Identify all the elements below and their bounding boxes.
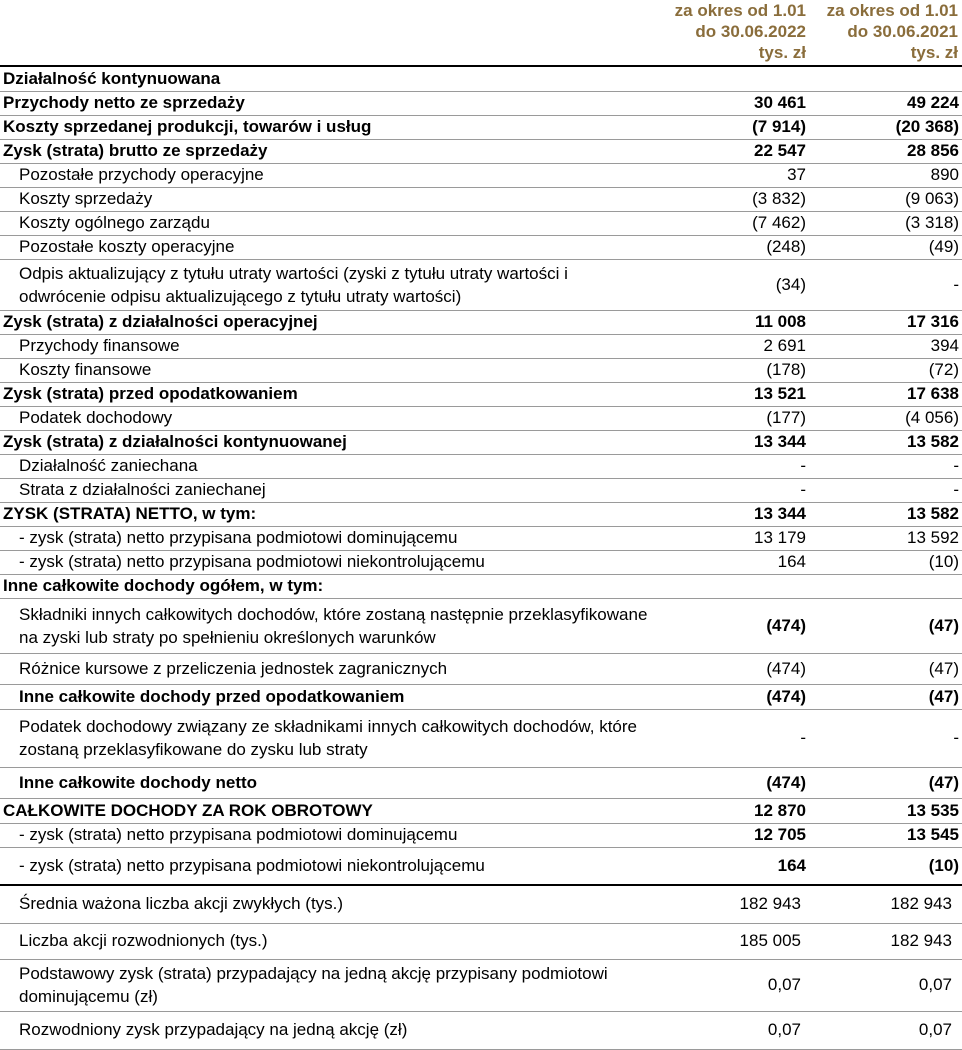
row-label: - zysk (strata) netto przypisana podmiotowi niekontrolującemu xyxy=(0,550,656,574)
value-2022: (7 914) xyxy=(656,115,809,139)
value-2022: 13 179 xyxy=(656,526,809,550)
table-row xyxy=(0,959,962,1011)
table-row xyxy=(0,598,962,653)
value-2022: (474) xyxy=(656,598,809,653)
value-2021: 0,07 xyxy=(809,1011,962,1049)
row-label: Inne całkowite dochody ogółem, w tym: xyxy=(0,574,656,598)
value-2021: (72) xyxy=(809,358,962,382)
row-label: Koszty ogólnego zarządu xyxy=(0,211,656,235)
table-row xyxy=(0,653,962,684)
value-2021: (4 056) xyxy=(809,406,962,430)
value-2022: 0,07 xyxy=(656,1011,809,1049)
period-end-date: do 30.06.2022 xyxy=(695,22,806,41)
value-2022: (178) xyxy=(656,358,809,382)
value-2021: (47) xyxy=(809,767,962,798)
value-2021: (10) xyxy=(809,847,962,885)
row-label: Pozostałe koszty operacyjne xyxy=(0,235,656,259)
row-label: Zysk (strata) brutto ze sprzedaży xyxy=(0,139,656,163)
value-2022: (474) xyxy=(656,653,809,684)
table-row xyxy=(0,91,962,115)
row-label: Przychody finansowe xyxy=(0,334,656,358)
value-2022 xyxy=(656,67,809,91)
table-row xyxy=(0,334,962,358)
value-2021: (49) xyxy=(809,235,962,259)
row-label: Koszty sprzedaży xyxy=(0,187,656,211)
table-row xyxy=(0,67,962,91)
row-label: Przychody netto ze sprzedaży xyxy=(0,91,656,115)
value-2021: (3 318) xyxy=(809,211,962,235)
value-2022: 30 461 xyxy=(656,91,809,115)
value-2022: 2 691 xyxy=(656,334,809,358)
table-row xyxy=(0,235,962,259)
unit-label: tys. zł xyxy=(758,43,806,62)
table-row xyxy=(0,847,962,885)
table-row xyxy=(0,115,962,139)
value-2022: 37 xyxy=(656,163,809,187)
row-label: Rozwodniony zysk przypadający na jedną akcję (zł) xyxy=(0,1011,656,1049)
table-row xyxy=(0,767,962,798)
table-row xyxy=(0,187,962,211)
value-2021: - xyxy=(809,454,962,478)
value-2022: 164 xyxy=(656,550,809,574)
value-2022: (474) xyxy=(656,684,809,709)
value-2021: 890 xyxy=(809,163,962,187)
value-2021: 17 316 xyxy=(809,310,962,334)
table-row xyxy=(0,211,962,235)
value-2021: - xyxy=(809,478,962,502)
row-label: Koszty finansowe xyxy=(0,358,656,382)
value-2022: (474) xyxy=(656,767,809,798)
value-2022: (248) xyxy=(656,235,809,259)
row-label: Liczba akcji rozwodnionych (tys.) xyxy=(0,923,656,959)
table-row xyxy=(0,430,962,454)
value-2021: 0,07 xyxy=(809,959,962,1011)
value-2022: 12 705 xyxy=(656,823,809,847)
row-label: Odpis aktualizujący z tytułu utraty wartości (zyski z tytułu utraty wartości i odwrócenie odpisu aktualizującego z tytułu utraty wartości) xyxy=(0,259,656,310)
column-headers xyxy=(0,0,962,66)
row-label: Działalność zaniechana xyxy=(0,454,656,478)
table-row xyxy=(0,1011,962,1049)
value-2021: (47) xyxy=(809,653,962,684)
value-2021: (9 063) xyxy=(809,187,962,211)
row-label: Podatek dochodowy związany ze składnikami innych całkowitych dochodów, które zostaną przeklasyfikowane do zysku lub straty xyxy=(0,709,656,767)
value-2022: 13 521 xyxy=(656,382,809,406)
value-2021 xyxy=(809,67,962,91)
value-2021 xyxy=(809,574,962,598)
value-2022: (177) xyxy=(656,406,809,430)
value-2021: 182 943 xyxy=(809,923,962,959)
value-2021: 28 856 xyxy=(809,139,962,163)
value-2022: (7 462) xyxy=(656,211,809,235)
value-2022: (34) xyxy=(656,259,809,310)
value-2022: 11 008 xyxy=(656,310,809,334)
period-end-date: do 30.06.2021 xyxy=(847,22,958,41)
table-row xyxy=(0,163,962,187)
value-2021: 13 592 xyxy=(809,526,962,550)
row-label: - zysk (strata) netto przypisana podmiotowi dominującemu xyxy=(0,823,656,847)
table-row xyxy=(0,709,962,767)
table-row xyxy=(0,478,962,502)
value-2021: 13 535 xyxy=(809,798,962,823)
value-2022: 182 943 xyxy=(656,885,809,923)
period-label: za okres od 1.01 xyxy=(674,1,806,20)
value-2022: 0,07 xyxy=(656,959,809,1011)
financial-table xyxy=(0,67,962,1050)
row-label: Podstawowy zysk (strata) przypadający na jedną akcję przypisany podmiotowi dominującemu (zł) xyxy=(0,959,656,1011)
row-label: Inne całkowite dochody netto xyxy=(0,767,656,798)
value-2021: 49 224 xyxy=(809,91,962,115)
table-row xyxy=(0,502,962,526)
table-row xyxy=(0,798,962,823)
period-label: za okres od 1.01 xyxy=(826,1,958,20)
value-2021: - xyxy=(809,709,962,767)
table-row xyxy=(0,550,962,574)
table-row xyxy=(0,684,962,709)
table-row xyxy=(0,259,962,310)
value-2022: 13 344 xyxy=(656,430,809,454)
table-row xyxy=(0,310,962,334)
row-label: - zysk (strata) netto przypisana podmiotowi niekontrolującemu xyxy=(0,847,656,885)
value-2021: 182 943 xyxy=(809,885,962,923)
unit-label: tys. zł xyxy=(910,43,958,62)
value-2022: 164 xyxy=(656,847,809,885)
table-row xyxy=(0,358,962,382)
value-2021: 13 582 xyxy=(809,430,962,454)
value-2021: (20 368) xyxy=(809,115,962,139)
value-2021: (10) xyxy=(809,550,962,574)
row-label: Składniki innych całkowitych dochodów, które zostaną następnie przeklasyfikowane na zyski lub straty po spełnieniu określonych warunków xyxy=(0,598,656,653)
table-row xyxy=(0,382,962,406)
table-row xyxy=(0,923,962,959)
value-2022: 185 005 xyxy=(656,923,809,959)
value-2021: 13 582 xyxy=(809,502,962,526)
value-2022: 12 870 xyxy=(656,798,809,823)
table-row xyxy=(0,823,962,847)
value-2022: 13 344 xyxy=(656,502,809,526)
value-2021: (47) xyxy=(809,598,962,653)
value-2022: (3 832) xyxy=(656,187,809,211)
row-label: Średnia ważona liczba akcji zwykłych (tys.) xyxy=(0,885,656,923)
row-label: CAŁKOWITE DOCHODY ZA ROK OBROTOWY xyxy=(0,798,656,823)
value-2021: 17 638 xyxy=(809,382,962,406)
table-row xyxy=(0,454,962,478)
row-label: Działalność kontynuowana xyxy=(0,67,656,91)
value-2022: - xyxy=(656,454,809,478)
row-label: Zysk (strata) z działalności operacyjnej xyxy=(0,310,656,334)
table-row xyxy=(0,574,962,598)
row-label: Koszty sprzedanej produkcji, towarów i usług xyxy=(0,115,656,139)
column-header-2022 xyxy=(656,0,806,63)
row-label: Zysk (strata) przed opodatkowaniem xyxy=(0,382,656,406)
row-label: Strata z działalności zaniechanej xyxy=(0,478,656,502)
value-2021: (47) xyxy=(809,684,962,709)
column-header-2021 xyxy=(808,0,958,63)
value-2021: - xyxy=(809,259,962,310)
table-row xyxy=(0,526,962,550)
row-label: - zysk (strata) netto przypisana podmiotowi dominującemu xyxy=(0,526,656,550)
table-row xyxy=(0,139,962,163)
row-label: Różnice kursowe z przeliczenia jednostek zagranicznych xyxy=(0,653,656,684)
table-row xyxy=(0,885,962,923)
row-label: ZYSK (STRATA) NETTO, w tym: xyxy=(0,502,656,526)
row-label: Pozostałe przychody operacyjne xyxy=(0,163,656,187)
value-2022: - xyxy=(656,709,809,767)
table-row xyxy=(0,406,962,430)
row-label: Podatek dochodowy xyxy=(0,406,656,430)
row-label: Inne całkowite dochody przed opodatkowaniem xyxy=(0,684,656,709)
value-2022 xyxy=(656,574,809,598)
value-2021: 13 545 xyxy=(809,823,962,847)
value-2022: - xyxy=(656,478,809,502)
value-2022: 22 547 xyxy=(656,139,809,163)
row-label: Zysk (strata) z działalności kontynuowanej xyxy=(0,430,656,454)
value-2021: 394 xyxy=(809,334,962,358)
